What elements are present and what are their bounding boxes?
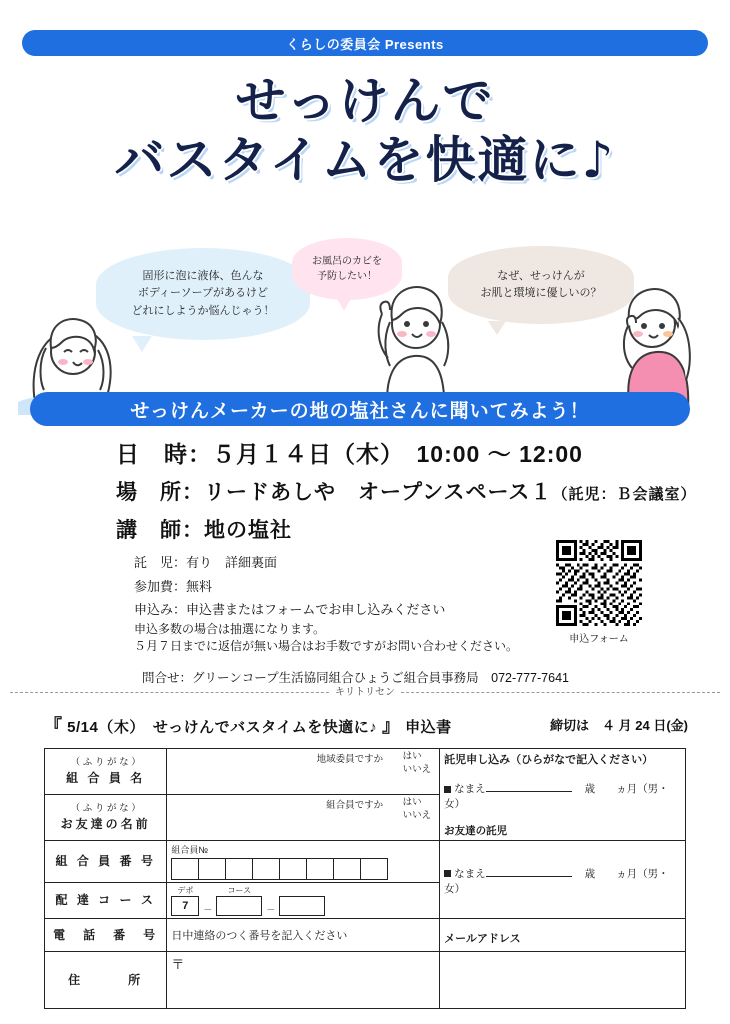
phone-label: 電 話 番 号 [53, 927, 159, 942]
childcare-name-row-2[interactable] [444, 866, 681, 896]
childcare-age-label-2: 歳 ヵ月（男・女） [444, 867, 669, 895]
region-no[interactable]: いいえ [402, 763, 432, 775]
table-row-phone [45, 919, 686, 952]
number-cell[interactable] [171, 858, 199, 880]
furigana-label-1: （ ふ り が な ） [70, 757, 141, 768]
course-caption: コース [227, 886, 252, 895]
friend-name-input[interactable] [167, 795, 440, 841]
region-question-label: 地域委員ですか [316, 754, 384, 765]
note-fee: 参加費：無料 [134, 579, 213, 594]
bubble-3-tail [488, 321, 506, 335]
number-cell[interactable] [333, 858, 361, 880]
member-name-label: 組 合 員 名 [66, 770, 146, 785]
member-name-label-cell [45, 749, 167, 795]
event-place [116, 476, 696, 506]
childcare-name-label-1: なまえ [454, 783, 486, 795]
childcare-name-label-2: なまえ [454, 867, 486, 880]
childcare-name-input-2[interactable] [486, 876, 572, 877]
table-row-member-name [45, 749, 686, 795]
course-depot-caption: デポ [177, 886, 194, 895]
title-line-2: バスタイムを快適に♪ [114, 131, 616, 189]
event-place-main: 場 所：リードあしや オープンスペース１ [116, 481, 553, 504]
course-label-cell [45, 883, 167, 919]
friend-childcare-title: お友達の託児 [444, 825, 508, 837]
course-dash-2: － [266, 905, 276, 915]
address-input[interactable] [167, 952, 440, 1009]
number-cell[interactable] [360, 858, 388, 880]
application-form-table [44, 748, 686, 1009]
member-number-label-cell [45, 841, 167, 883]
event-lecturer: 講 師：地の塩社 [116, 519, 292, 542]
qr-code[interactable] [556, 540, 642, 626]
checkbox-icon-1[interactable] [444, 786, 451, 793]
phone-input[interactable] [167, 919, 440, 952]
number-cell[interactable] [252, 858, 280, 880]
event-datetime: 日 時：５月１４日（木） 10:00 ～ 12:00 [116, 441, 583, 467]
member-number-label: 組 合 員 番 号 [55, 854, 156, 869]
course-input[interactable] [167, 883, 440, 919]
section-heading-text: せっけんメーカーの地の塩社さんに聞いてみよう！ [130, 400, 590, 422]
member-question-options[interactable] [403, 797, 432, 823]
contact-line: 問合せ：グリーンコープ生活協同組合ひょうご組合員事務局 072-777-7641 [142, 671, 569, 685]
note-lottery: 申込多数の場合は抽選になります。 [134, 622, 326, 636]
number-cell[interactable] [225, 858, 253, 880]
member-name-input[interactable] [167, 749, 440, 795]
bubble-1-line-3: どれにしようか悩んじゃう！ [131, 304, 275, 317]
form-title-suffix: 申込書 [405, 719, 452, 736]
qr-code-icon [556, 540, 642, 626]
illustration-woman-right [600, 268, 720, 408]
childcare-cell-1 [440, 749, 686, 841]
member-no[interactable]: いいえ [402, 809, 432, 821]
note-reply: ５月７日までに返信が無い場合はお手数ですがお問い合わせください。 [134, 639, 519, 653]
page-title [0, 72, 730, 190]
header-ribbon [22, 30, 708, 56]
title-line-1: せっけんで [235, 72, 495, 130]
postal-mark-icon: 〒 [171, 957, 185, 972]
table-row-address [45, 952, 686, 1009]
bubble-2-line-1: お風呂のカビを [312, 255, 382, 267]
number-cell[interactable] [198, 858, 226, 880]
member-number-caption: 組合員№ [171, 845, 208, 855]
member-question-label: 組合員ですか [326, 800, 384, 811]
mail-label: メールアドレス [444, 933, 521, 945]
bubble-3-line-2: お肌と環境に優しいの？ [480, 287, 602, 299]
mail-input[interactable] [440, 952, 686, 1009]
number-cell[interactable] [306, 858, 334, 880]
bubble-2-tail [336, 297, 352, 311]
course-label: 配 達 コ ー ス [55, 893, 156, 908]
bubble-2-line-2: 予防したい！ [317, 271, 377, 282]
number-cell[interactable] [279, 858, 307, 880]
phone-label-cell [45, 919, 167, 952]
form-title-text: 5/14（木） せっけんでバスタイムを快適に♪ [67, 719, 378, 736]
childcare-cell-2 [440, 841, 686, 919]
friend-name-label-cell [45, 795, 167, 841]
cut-line-label-text: キリトリセン [329, 687, 401, 698]
phone-hint: 日中連絡のつく番号を記入ください [171, 930, 348, 942]
bubble-1-line-2: ボディーソープがあるけど [137, 287, 269, 300]
note-childcare: 託 児：有り 詳細裏面 [134, 555, 278, 570]
checkbox-icon-2[interactable] [444, 870, 451, 877]
header-ribbon-text: くらしの委員会 Presents [286, 36, 444, 52]
friend-name-label: お友達の名前 [60, 816, 151, 831]
bubble-3-line-1: なぜ、せっけんが [497, 269, 585, 282]
event-place-sub: （託児：Ｂ会議室） [552, 486, 697, 503]
childcare-age-label-1: 歳 ヵ月（男・女） [444, 783, 669, 810]
course-box[interactable] [216, 896, 262, 916]
member-yes[interactable]: はい [402, 797, 422, 808]
illustration-woman-center [360, 262, 470, 412]
member-number-boxes[interactable] [171, 858, 435, 880]
region-question-options[interactable] [403, 751, 432, 777]
region-yes[interactable]: はい [402, 751, 422, 762]
cut-line-label [0, 683, 730, 698]
course-dash-1: － [203, 905, 213, 915]
form-title-bracket-close: 』 [381, 716, 401, 736]
qr-code-label: 申込フォーム [569, 634, 629, 645]
course-prefix-box[interactable]: 7 [171, 896, 199, 916]
childcare-name-row-1[interactable] [444, 781, 681, 811]
section-heading-pill [30, 392, 690, 426]
table-row-member-number [45, 841, 686, 883]
course-box-2[interactable] [279, 896, 325, 916]
note-apply: 申込み：申込書またはフォームでお申し込みください [134, 602, 446, 617]
member-number-input[interactable] [167, 841, 440, 883]
form-deadline: 締切は ４ 月 24 日(金) [550, 718, 688, 733]
childcare-name-input-1[interactable] [486, 791, 572, 792]
address-label-cell [45, 952, 167, 1009]
course-boxes[interactable] [171, 885, 435, 916]
form-title-bracket-open: 『 [44, 716, 63, 736]
form-title [44, 712, 452, 738]
mail-cell[interactable] [440, 919, 686, 952]
bubble-1-line-1: 固形に泡に液体、色んな [142, 270, 264, 283]
childcare-title: 託児申し込み（ひらがなで記入ください） [444, 754, 654, 766]
furigana-label-2: （ ふ り が な ） [70, 803, 141, 814]
address-label: 住 所 [68, 972, 144, 987]
